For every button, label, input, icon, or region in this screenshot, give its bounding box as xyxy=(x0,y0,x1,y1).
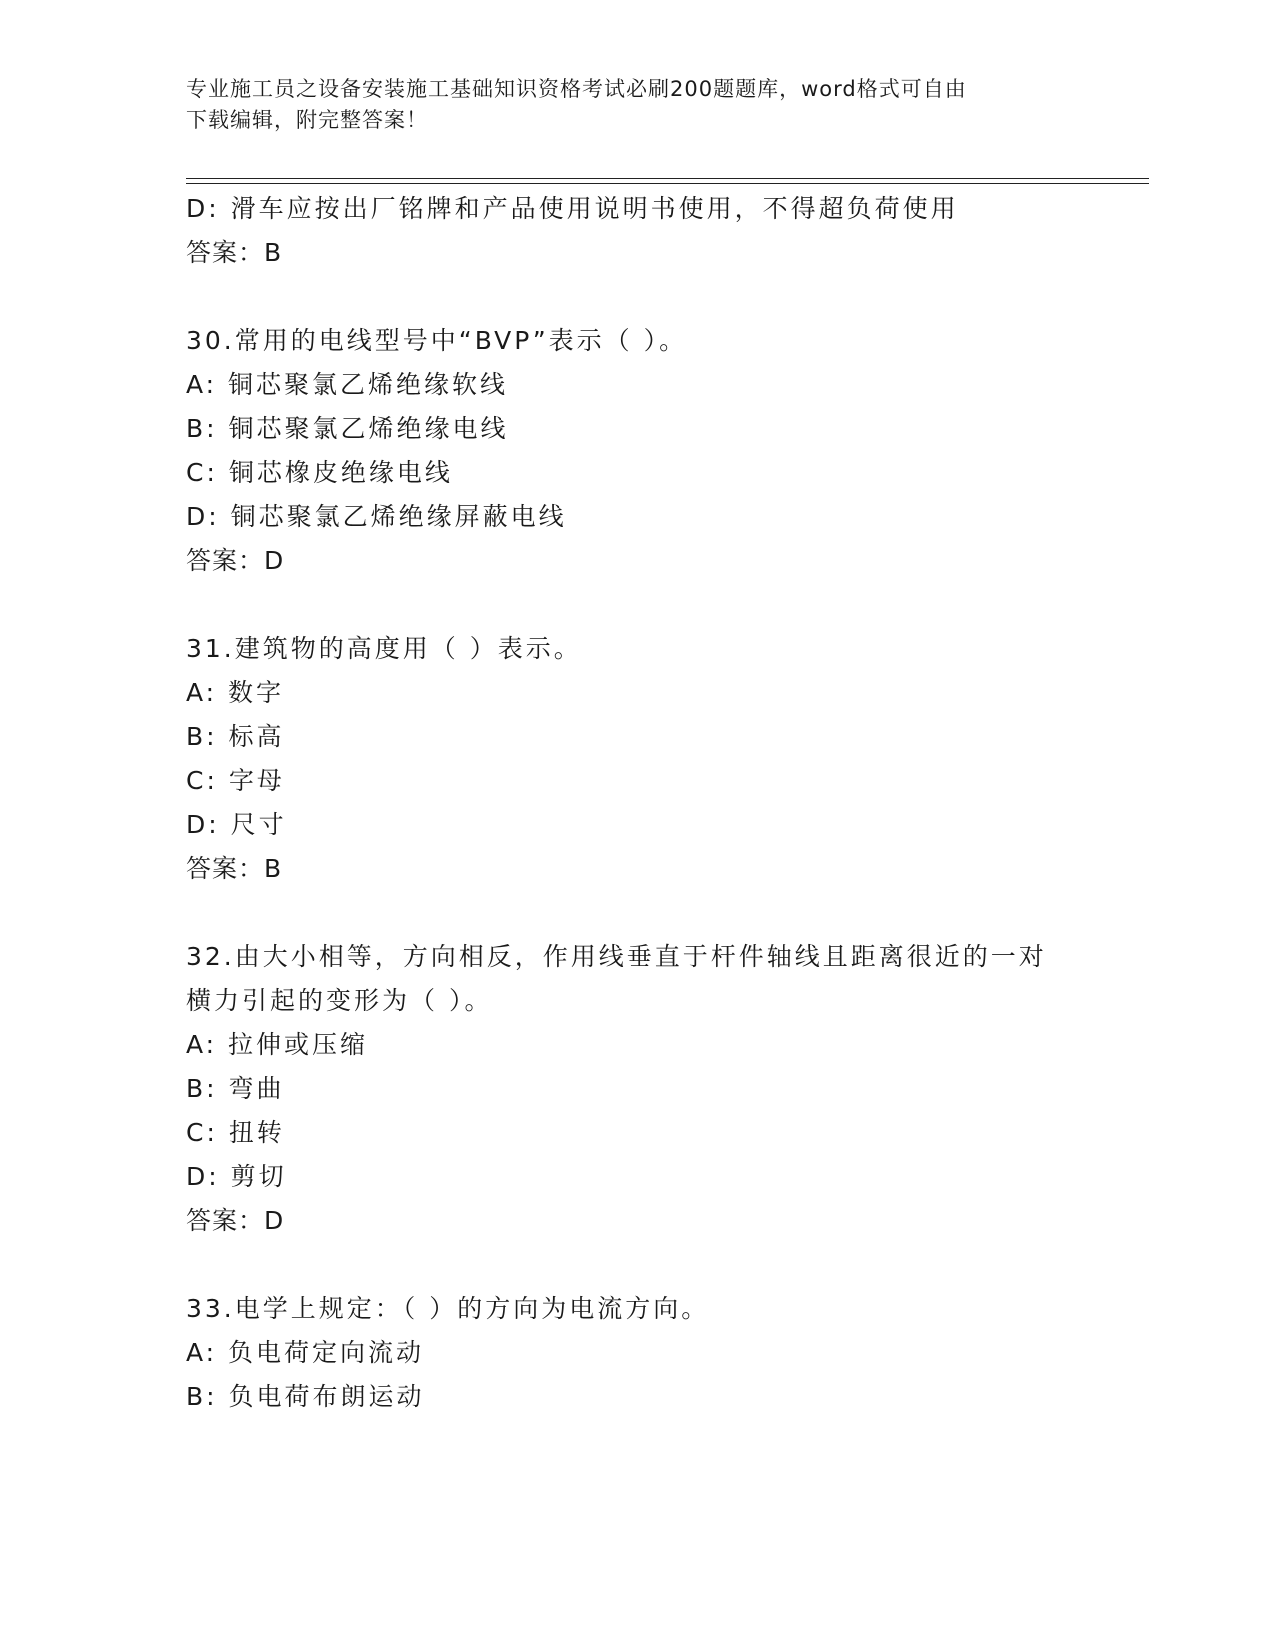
answer: 答案：D xyxy=(186,546,285,575)
option-b: B: 标高 xyxy=(186,722,285,751)
document-header xyxy=(186,74,1066,136)
answer: 答案：B xyxy=(186,854,283,883)
option-a: A: 负电荷定向流动 xyxy=(186,1338,425,1367)
option-b: B: 负电荷布朗运动 xyxy=(186,1382,425,1411)
option-d: D: 剪切 xyxy=(186,1162,287,1191)
option-b: B: 铜芯聚氯乙烯绝缘电线 xyxy=(186,414,509,443)
answer: 答案：B xyxy=(186,238,283,267)
header-divider-bottom xyxy=(186,183,1149,184)
option-d: D: 铜芯聚氯乙烯绝缘屏蔽电线 xyxy=(186,502,567,531)
option-c: C: 字母 xyxy=(186,766,285,795)
question-stem: 33.电学上规定：（ ）的方向为电流方向。 xyxy=(186,1294,710,1323)
option-d: D: 滑车应按出厂铭牌和产品使用说明书使用，不得超负荷使用 xyxy=(186,194,959,223)
question-stem: 31.建筑物的高度用（ ）表示。 xyxy=(186,634,582,663)
question-stem-line-1: 32.由大小相等，方向相反，作用线垂直于杆件轴线且距离很近的一对 xyxy=(186,942,1047,971)
option-c: C: 扭转 xyxy=(186,1118,285,1147)
option-c: C: 铜芯橡皮绝缘电线 xyxy=(186,458,453,487)
header-line-1: 专业施工员之设备安装施工基础知识资格考试必刷200题题库，word格式可自由 xyxy=(186,77,967,101)
question-stem-line-2: 横力引起的变形为（ ）。 xyxy=(186,986,493,1015)
header-divider-top xyxy=(186,178,1149,179)
answer: 答案：D xyxy=(186,1206,285,1235)
option-a: A: 数字 xyxy=(186,678,285,707)
option-d: D: 尺寸 xyxy=(186,810,287,839)
header-line-2: 下载编辑，附完整答案！ xyxy=(186,108,428,132)
question-stem: 30.常用的电线型号中“BVP”表示（ ）。 xyxy=(186,326,688,355)
option-a: A: 铜芯聚氯乙烯绝缘软线 xyxy=(186,370,509,399)
option-b: B: 弯曲 xyxy=(186,1074,285,1103)
option-a: A: 拉伸或压缩 xyxy=(186,1030,369,1059)
